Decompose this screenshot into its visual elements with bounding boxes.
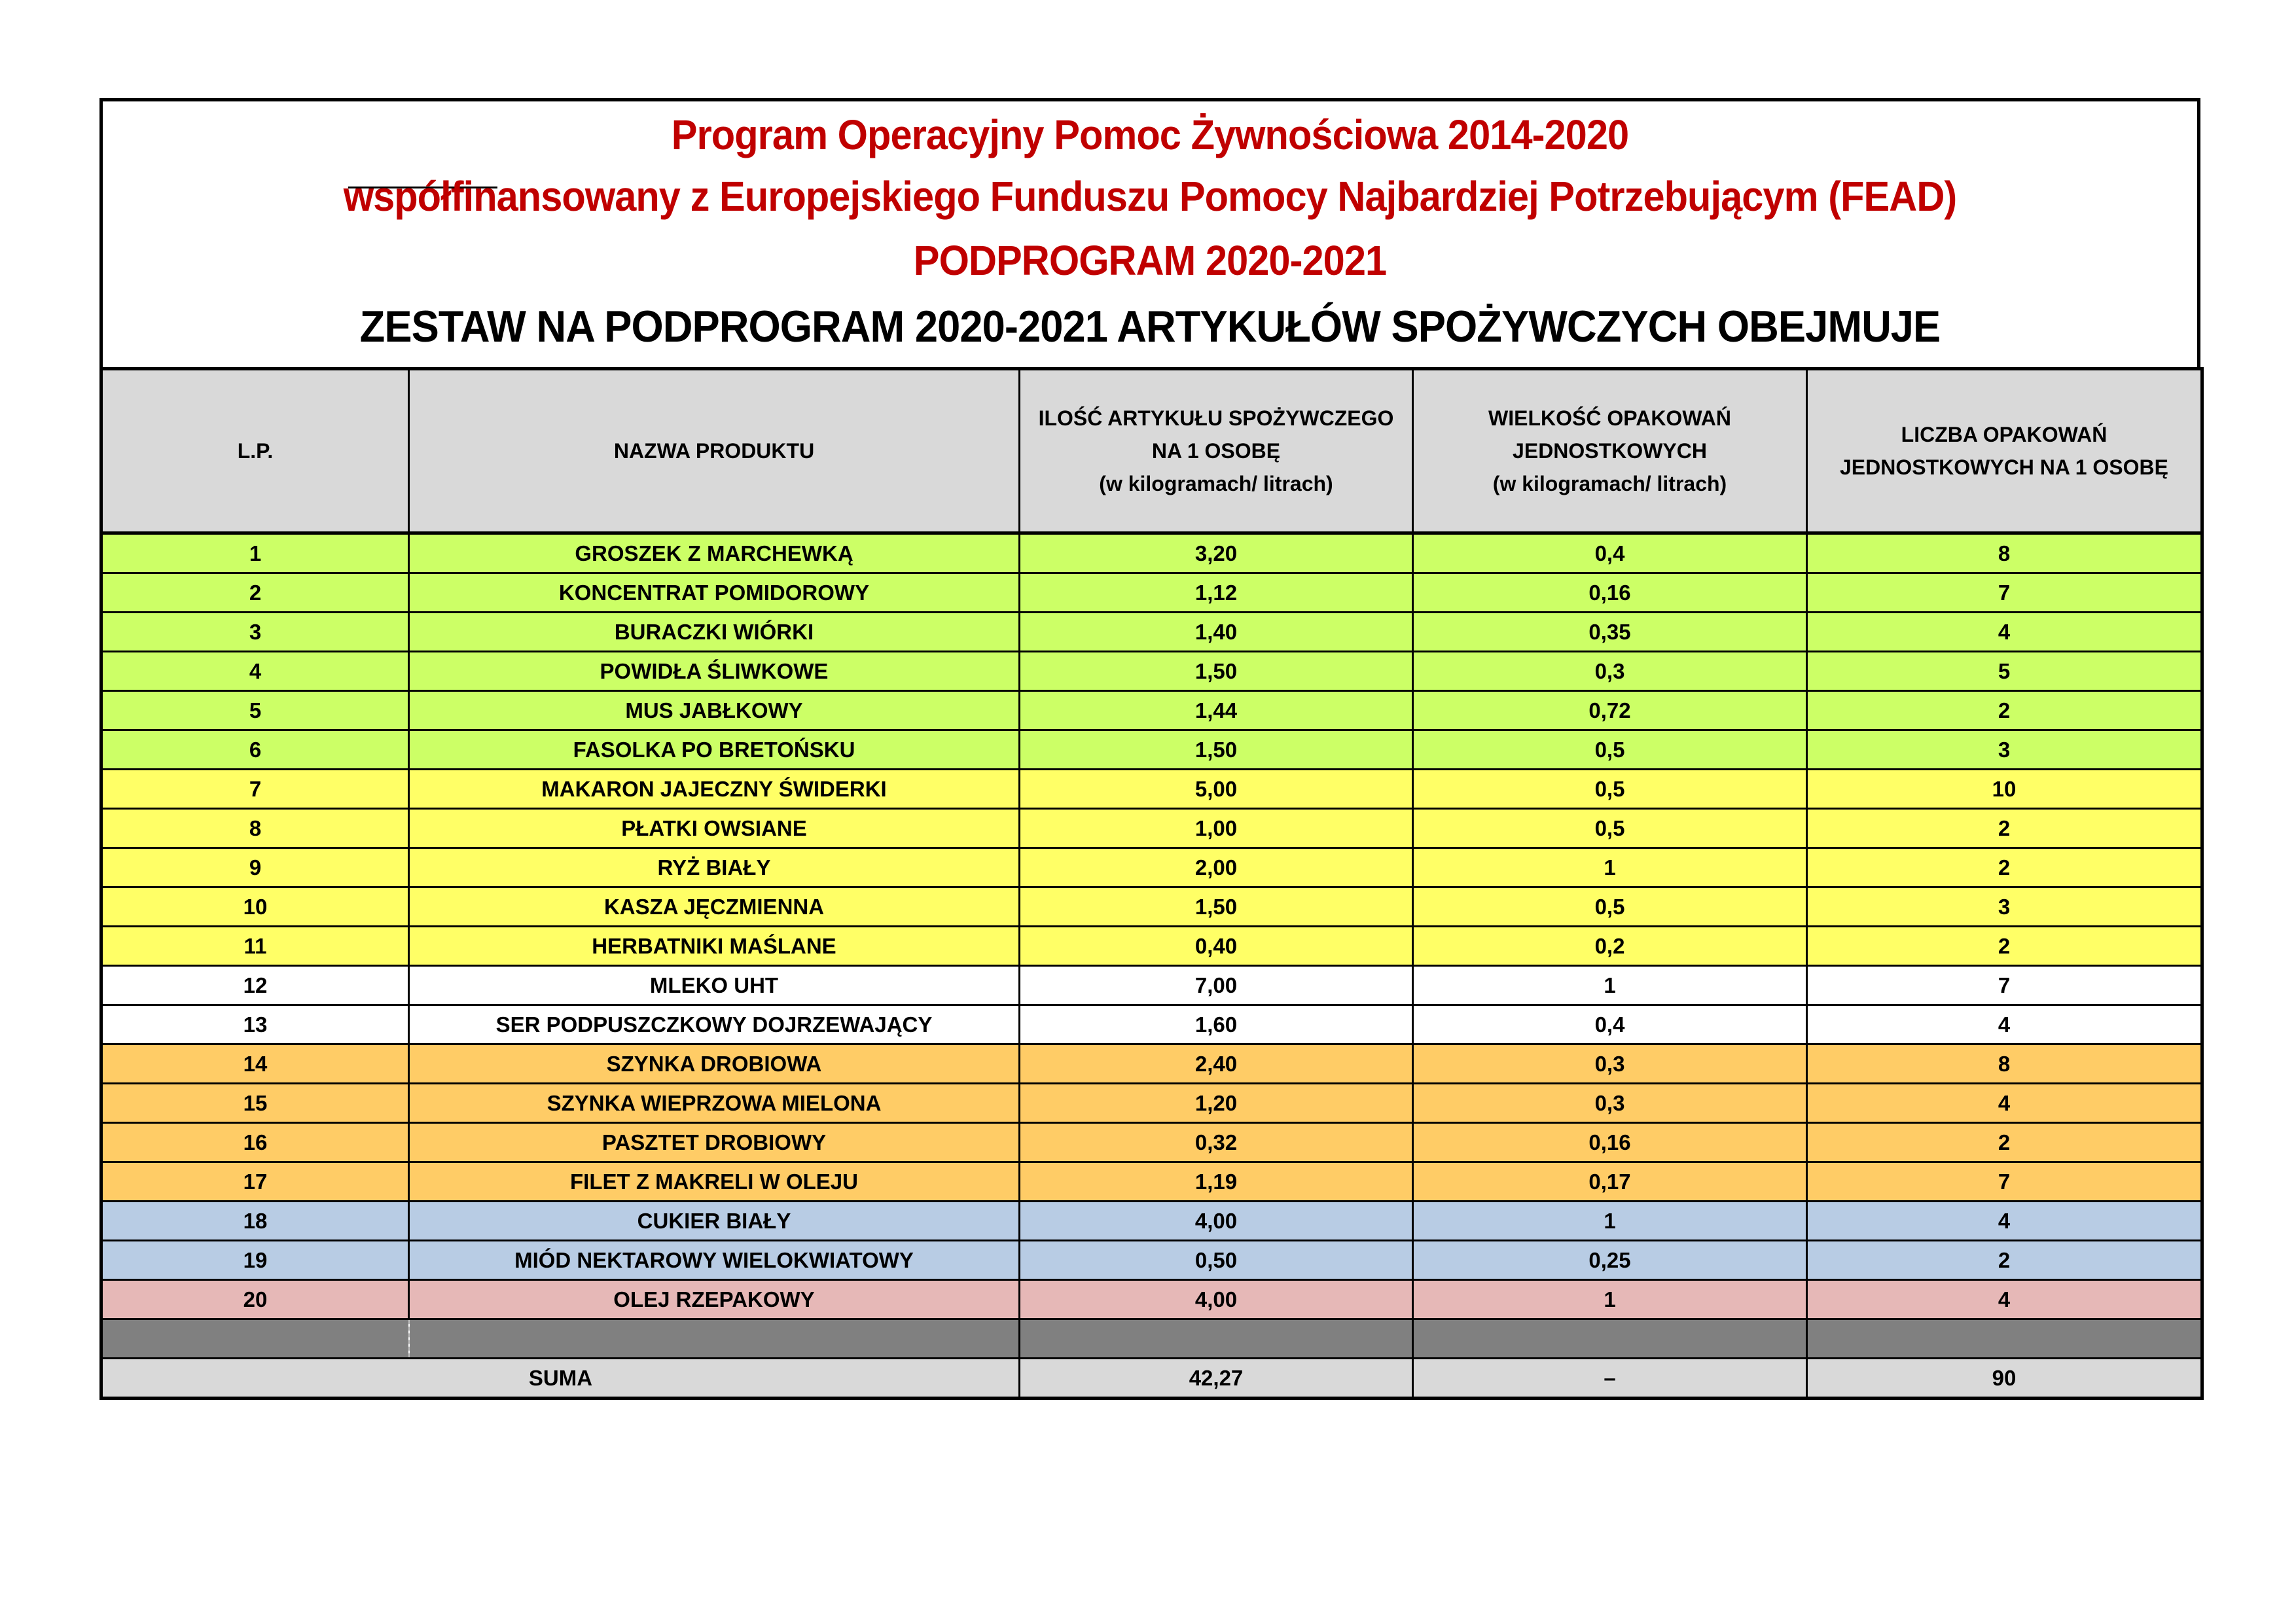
row-product-name: OLEJ RZEPAKOWY: [409, 1280, 1020, 1319]
row-package-count: 7: [1807, 1162, 2202, 1202]
table-row: [101, 1162, 2202, 1202]
row-lp: 12: [101, 966, 409, 1005]
row-package-size: 0,72: [1413, 691, 1807, 730]
header-qty-line2: NA 1 OSOBĘ: [1151, 439, 1281, 463]
row-lp: 6: [101, 730, 409, 770]
row-package-count: 8: [1807, 533, 2202, 573]
row-product-name: FASOLKA PO BRETOŃSKU: [409, 730, 1020, 770]
header-size-line1: WIELKOŚĆ OPAKOWAŃ: [1488, 406, 1731, 430]
row-product-name: GROSZEK Z MARCHEWKĄ: [409, 533, 1020, 573]
row-quantity: 3,20: [1020, 533, 1413, 573]
row-package-size: 0,25: [1413, 1241, 1807, 1280]
table-row: [101, 887, 2202, 927]
row-lp: 16: [101, 1123, 409, 1162]
row-quantity: 5,00: [1020, 770, 1413, 809]
row-product-name: PASZTET DROBIOWY: [409, 1123, 1020, 1162]
row-package-size: 1: [1413, 848, 1807, 887]
row-package-size: 0,5: [1413, 887, 1807, 927]
row-package-count: 2: [1807, 691, 2202, 730]
row-quantity: 4,00: [1020, 1280, 1413, 1319]
row-product-name: MAKARON JAJECZNY ŚWIDERKI: [409, 770, 1020, 809]
row-lp: 5: [101, 691, 409, 730]
row-package-count: 3: [1807, 730, 2202, 770]
table-row: [101, 652, 2202, 691]
row-package-count: 3: [1807, 887, 2202, 927]
row-product-name: FILET Z MAKRELI W OLEJU: [409, 1162, 1020, 1202]
table-header-row: [101, 369, 2202, 533]
subprogram-title: PODPROGRAM 2020-2021: [913, 237, 1387, 284]
table-row: [101, 691, 2202, 730]
blank-cell: [1020, 1319, 1413, 1359]
header-qty-line1: ILOŚĆ ARTYKUŁU SPOŻYWCZEGO: [1038, 406, 1394, 430]
row-package-count: 4: [1807, 613, 2202, 652]
table-row: [101, 1202, 2202, 1241]
food-items-table: [99, 367, 2204, 1400]
row-quantity: 0,50: [1020, 1241, 1413, 1280]
row-quantity: 1,50: [1020, 730, 1413, 770]
row-package-size: 0,16: [1413, 573, 1807, 613]
row-lp: 20: [101, 1280, 409, 1319]
row-product-name: SZYNKA DROBIOWA: [409, 1044, 1020, 1084]
row-quantity: 1,50: [1020, 887, 1413, 927]
table-row: [101, 1241, 2202, 1280]
blank-cell: [409, 1319, 1020, 1359]
header-count-line1: LICZBA OPAKOWAŃ: [1901, 423, 2108, 446]
header-size-line2: JEDNOSTKOWYCH: [1513, 439, 1707, 463]
header-package-size: [1413, 369, 1807, 533]
title-block: [99, 98, 2200, 367]
row-package-count: 8: [1807, 1044, 2202, 1084]
row-quantity: 1,12: [1020, 573, 1413, 613]
row-product-name: KONCENTRAT POMIDOROWY: [409, 573, 1020, 613]
header-name-label: NAZWA PRODUKTU: [613, 439, 815, 463]
table-row: [101, 533, 2202, 573]
table-row: [101, 573, 2202, 613]
row-lp: 3: [101, 613, 409, 652]
row-product-name: KASZA JĘCZMIENNA: [409, 887, 1020, 927]
row-lp: 7: [101, 770, 409, 809]
row-package-size: 0,5: [1413, 730, 1807, 770]
program-title: Program Operacyjny Pomoc Żywnościowa 2014-2020: [671, 111, 1629, 158]
row-lp: 19: [101, 1241, 409, 1280]
table-row: [101, 1084, 2202, 1123]
table-row: [101, 1280, 2202, 1319]
row-product-name: MUS JABŁKOWY: [409, 691, 1020, 730]
set-heading: ZESTAW NA PODPROGRAM 2020-2021 ARTYKUŁÓW SPOŻYWCZYCH OBEJMUJE: [359, 302, 1941, 351]
row-product-name: BURACZKI WIÓRKI: [409, 613, 1020, 652]
row-product-name: SZYNKA WIEPRZOWA MIELONA: [409, 1084, 1020, 1123]
row-lp: 8: [101, 809, 409, 848]
row-lp: 15: [101, 1084, 409, 1123]
row-quantity: 1,40: [1020, 613, 1413, 652]
row-package-count: 4: [1807, 1084, 2202, 1123]
row-quantity: 1,20: [1020, 1084, 1413, 1123]
row-package-count: 10: [1807, 770, 2202, 809]
row-product-name: PŁATKI OWSIANE: [409, 809, 1020, 848]
row-product-name: POWIDŁA ŚLIWKOWE: [409, 652, 1020, 691]
table-body: [101, 533, 2202, 1399]
table-row: [101, 1044, 2202, 1084]
blank-cell: [101, 1319, 409, 1359]
row-quantity: 4,00: [1020, 1202, 1413, 1241]
row-package-size: 1: [1413, 1202, 1807, 1241]
header-lp-label: L.P.: [237, 439, 274, 463]
blank-separator-row: [101, 1319, 2202, 1359]
table-row: [101, 1123, 2202, 1162]
row-quantity: 1,50: [1020, 652, 1413, 691]
row-package-count: 7: [1807, 573, 2202, 613]
row-product-name: MLEKO UHT: [409, 966, 1020, 1005]
row-product-name: HERBATNIKI MAŚLANE: [409, 927, 1020, 966]
row-quantity: 0,40: [1020, 927, 1413, 966]
header-size-line3: (w kilogramach/ litrach): [1492, 472, 1727, 495]
table-row: [101, 1005, 2202, 1044]
row-lp: 4: [101, 652, 409, 691]
table-row: [101, 613, 2202, 652]
row-lp: 11: [101, 927, 409, 966]
header-product-name: [409, 369, 1020, 533]
header-package-count: [1807, 369, 2202, 533]
row-package-count: 2: [1807, 848, 2202, 887]
row-package-count: 4: [1807, 1005, 2202, 1044]
row-package-size: 0,3: [1413, 1084, 1807, 1123]
sum-label: SUMA: [101, 1359, 1020, 1399]
sum-quantity: 42,27: [1020, 1359, 1413, 1399]
row-package-size: 0,5: [1413, 809, 1807, 848]
row-lp: 17: [101, 1162, 409, 1202]
row-package-size: 0,17: [1413, 1162, 1807, 1202]
row-package-size: 0,3: [1413, 1044, 1807, 1084]
row-package-count: 5: [1807, 652, 2202, 691]
row-product-name: MIÓD NEKTAROWY WIELOKWIATOWY: [409, 1241, 1020, 1280]
row-quantity: 1,19: [1020, 1162, 1413, 1202]
row-package-size: 0,3: [1413, 652, 1807, 691]
row-package-count: 2: [1807, 1123, 2202, 1162]
row-quantity: 1,44: [1020, 691, 1413, 730]
row-product-name: SER PODPUSZCZKOWY DOJRZEWAJĄCY: [409, 1005, 1020, 1044]
row-package-count: 4: [1807, 1202, 2202, 1241]
table-row: [101, 927, 2202, 966]
row-lp: 9: [101, 848, 409, 887]
cofinancing-title: współfinansowany z Europejskiego Funduszu Pomocy Najbardziej Potrzebującym (FEAD): [343, 173, 1957, 220]
row-quantity: 2,00: [1020, 848, 1413, 887]
row-package-size: 0,4: [1413, 1005, 1807, 1044]
document-sheet: [99, 98, 2200, 1400]
header-quantity-per-person: [1020, 369, 1413, 533]
row-package-size: 0,5: [1413, 770, 1807, 809]
row-lp: 14: [101, 1044, 409, 1084]
row-product-name: CUKIER BIAŁY: [409, 1202, 1020, 1241]
row-lp: 2: [101, 573, 409, 613]
blank-cell: [1413, 1319, 1807, 1359]
row-package-size: 1: [1413, 966, 1807, 1005]
sum-size: –: [1413, 1359, 1807, 1399]
row-product-name: RYŻ BIAŁY: [409, 848, 1020, 887]
row-lp: 13: [101, 1005, 409, 1044]
sum-count: 90: [1807, 1359, 2202, 1399]
row-lp: 1: [101, 533, 409, 573]
row-lp: 10: [101, 887, 409, 927]
table-row: [101, 770, 2202, 809]
row-quantity: 1,60: [1020, 1005, 1413, 1044]
row-package-count: 2: [1807, 927, 2202, 966]
sum-row: [101, 1359, 2202, 1399]
row-package-size: 0,16: [1413, 1123, 1807, 1162]
row-package-count: 2: [1807, 809, 2202, 848]
row-quantity: 0,32: [1020, 1123, 1413, 1162]
row-package-size: 0,2: [1413, 927, 1807, 966]
row-package-count: 2: [1807, 1241, 2202, 1280]
table-row: [101, 966, 2202, 1005]
row-package-count: 4: [1807, 1280, 2202, 1319]
header-count-line2: JEDNOSTKOWYCH NA 1 OSOBĘ: [1840, 455, 2168, 479]
row-package-size: 0,35: [1413, 613, 1807, 652]
row-quantity: 1,00: [1020, 809, 1413, 848]
row-package-size: 0,4: [1413, 533, 1807, 573]
header-lp: [101, 369, 409, 533]
table-row: [101, 848, 2202, 887]
blank-cell: [1807, 1319, 2202, 1359]
header-qty-line3: (w kilogramach/ litrach): [1099, 472, 1333, 495]
row-lp: 18: [101, 1202, 409, 1241]
row-quantity: 2,40: [1020, 1044, 1413, 1084]
table-row: [101, 730, 2202, 770]
row-quantity: 7,00: [1020, 966, 1413, 1005]
table-row: [101, 809, 2202, 848]
row-package-size: 1: [1413, 1280, 1807, 1319]
row-package-count: 7: [1807, 966, 2202, 1005]
